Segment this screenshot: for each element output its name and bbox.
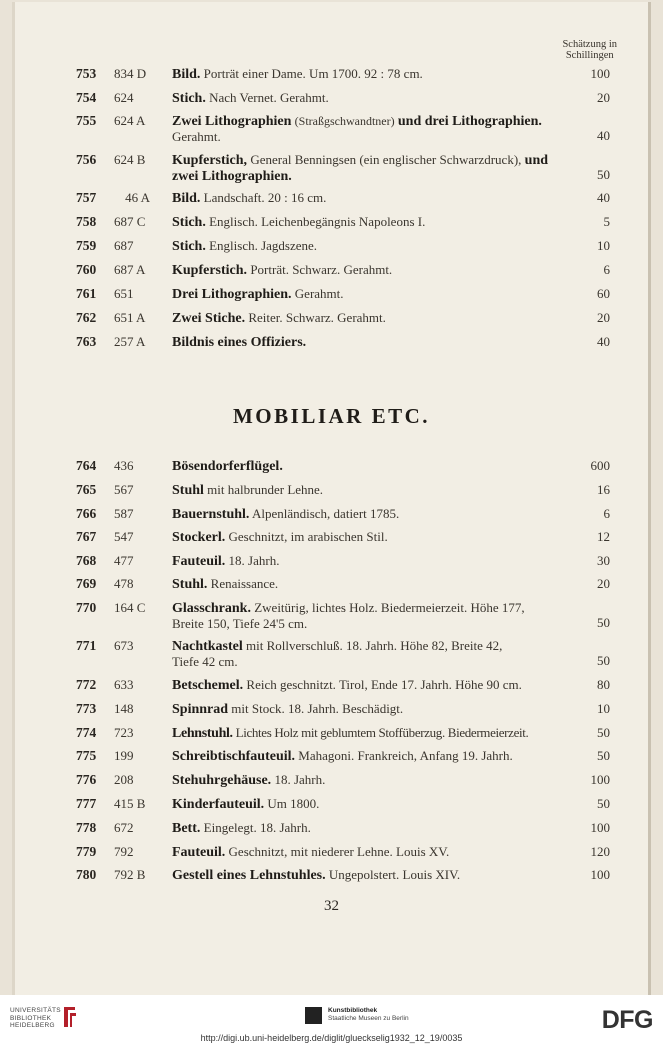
lot-description: Englisch. Leichenbegängnis Napoleons I. [209,214,426,229]
section-title: MOBILIAR ETC. [232,404,431,428]
lot-estimate: 40 [597,334,610,349]
lot-estimate: 100 [590,867,610,882]
lot-reference: 436 [114,458,134,473]
lot-reference: 673 [114,638,134,653]
lot-title: Stuhl [172,483,204,498]
lot-estimate: 40 [597,190,610,205]
lot-description: Reiter. Schwarz. Gerahmt. [248,310,386,325]
logo-text-line-2: BIBLIOTHEK [10,1014,52,1022]
lot-title: Drei Lithographien. [172,287,292,302]
lot-title: Stich. [172,239,206,254]
lot-title: Schreibtischfauteuil. [172,749,296,764]
lot-number: 770 [76,600,97,615]
lot-number: 771 [76,638,97,653]
lot-number: 766 [76,506,97,521]
lot-estimate: 50 [597,725,610,740]
lot-reference: 687 A [114,262,146,277]
lot-title: Bauernstuhl. [172,507,250,522]
lot-number: 762 [76,310,97,325]
lot-description: Renaissance. [210,576,279,591]
lot-number: 778 [76,820,97,835]
lot-reference: 651 A [114,310,146,325]
lot-description: mit Stock. 18. Jahrh. Beschädigt. [231,701,404,716]
lot-description: Lichtes Holz mit geblumtem Stoffüberzug. Biedermeierzeit. [235,725,529,740]
lot-reference: 834 D [114,66,147,81]
lot-title: Zwei Lithographien [172,114,292,129]
kunstbibliothek-subtitle: Staatliche Museen zu Berlin [328,1015,409,1022]
lot-title: Zwei Stiche. [172,311,246,326]
lot-description: Eingelegt. 18. Jahrh. [203,820,311,835]
lot-reference: 624 A [114,113,146,128]
lot-title: Stich. [172,91,206,106]
lot-number: 765 [76,482,97,497]
lot-title: Fauteuil. [172,554,226,569]
lot-reference: 478 [114,576,134,591]
lot-title: Kupferstich. [172,263,248,278]
lot-estimate: 100 [590,820,610,835]
lot-title: Bild. [172,67,201,82]
lot-title: Kupferstich, [172,153,248,168]
lot-reference: 587 [114,506,134,521]
lot-reference: 148 [114,701,134,716]
estimate-header-line-2: Schillingen [565,50,614,61]
lot-reference: 415 B [114,796,146,811]
page-number: 32 [324,898,339,914]
lot-reference: 477 [114,553,134,568]
lot-title: Bett. [172,821,201,836]
lot-number: 777 [76,796,97,811]
lot-description-continued: Tiefe 42 cm. [172,654,238,669]
kunstbibliothek-logo-icon [305,1007,322,1024]
lot-estimate: 50 [597,748,610,763]
lot-reference: 792 B [114,867,146,882]
lot-title: Glasschrank. [172,601,251,616]
lot-number: 756 [76,152,97,167]
lot-number: 767 [76,529,97,544]
lot-number: 772 [76,677,97,692]
lot-description: Alpenländisch, datiert 1785. [251,506,400,521]
lot-reference: 567 [114,482,134,497]
lot-title: Kinderfauteuil. [172,797,265,812]
lot-title: Stich. [172,215,206,230]
estimate-header-line-1: Schätzung in [562,39,617,50]
lot-estimate: 100 [590,66,610,81]
lot-title-continued: und [524,153,549,168]
lot-description: Ungepolstert. Louis XIV. [328,867,461,882]
lot-description: mit halbrunder Lehne. [207,482,324,497]
lot-title: Lehnstuhl. [172,726,233,741]
lot-estimate: 10 [597,701,610,716]
lot-estimate: 80 [597,677,610,692]
lot-title: Gestell eines Lehnstuhles. [172,868,326,883]
lot-estimate: 12 [597,529,610,544]
lot-number: 759 [76,238,97,253]
lot-description: Reich geschnitzt. Tirol, Ende 17. Jahrh. Höhe 90 cm. [246,677,522,692]
lot-number: 768 [76,553,97,568]
lot-title: Bild. [172,191,201,206]
lot-description: 18. Jahrh. [274,772,326,787]
lot-estimate: 20 [597,90,610,105]
lot-description: Gerahmt. [172,129,221,144]
lot-number: 758 [76,214,97,229]
lot-reference: 46 A [125,190,150,205]
lot-description: mit Rollverschluß. 18. Jahrh. Höhe 82, Breite 42, [246,638,503,653]
lot-estimate: 6 [603,506,610,521]
lot-number: 761 [76,286,97,301]
university-seal-icon [62,1004,78,1030]
lot-number: 754 [76,90,97,105]
lot-estimate: 5 [603,214,610,229]
lot-estimate: 50 [597,615,610,630]
catalog-page [12,2,651,995]
university-library-logo [10,1007,61,1030]
lot-number: 757 [76,190,97,205]
lot-number: 764 [76,458,97,473]
lot-reference: 624 B [114,152,146,167]
lot-description: Englisch. Jagdszene. [209,238,318,253]
lot-number: 776 [76,772,97,787]
lot-estimate: 50 [597,796,610,811]
lot-number: 760 [76,262,97,277]
logo-text-line-1: UNIVERSITÄTS [10,1007,61,1014]
lot-number: 755 [76,113,97,128]
lot-description: 18. Jahrh. [228,553,280,568]
lot-description: Nach Vernet. Gerahmt. [209,90,329,105]
lot-number: 769 [76,576,97,591]
lot-estimate: 10 [597,238,610,253]
lot-estimate: 40 [597,128,610,143]
lot-reference: 723 [114,725,134,740]
lot-number: 779 [76,844,97,859]
lot-number: 780 [76,867,97,882]
lot-reference: 687 C [114,214,146,229]
lot-title: Spinnrad [172,702,229,717]
lot-number: 763 [76,334,97,349]
lot-estimate: 30 [597,553,610,568]
lot-description: General Benningsen (ein englischer Schwarzdruck), [250,152,522,167]
lot-title: Bösendorferflügel. [172,459,283,474]
lot-reference: 672 [114,820,134,835]
lot-title: Betschemel. [172,678,244,693]
lot-description: Mahagoni. Frankreich, Anfang 19. Jahrh. [298,748,513,763]
lot-description: Porträt einer Dame. Um 1700. 92 : 78 cm. [203,66,423,81]
lot-title: Nachtkastel [172,639,243,654]
lot-reference: 633 [114,677,134,692]
lot-description: Geschnitzt, mit niederer Lehne. Louis XV. [228,844,450,859]
lot-estimate: 50 [597,167,610,182]
lot-reference: 547 [114,529,134,544]
lot-description: Landschaft. 20 : 16 cm. [203,190,327,205]
lot-title: Stockerl. [172,530,226,545]
lot-estimate: 50 [597,653,610,668]
lot-description-note: (Straßgschwandtner) [294,114,395,128]
lot-estimate: 600 [590,458,610,473]
lot-number: 773 [76,701,97,716]
lot-estimate: 120 [590,844,610,859]
lot-reference: 208 [114,772,134,787]
lot-estimate: 20 [597,310,610,325]
kunstbibliothek-logo [328,1007,409,1023]
lot-description: Um 1800. [267,796,320,811]
lot-reference: 257 A [114,334,146,349]
lot-reference: 651 [114,286,134,301]
lot-estimate: 60 [597,286,610,301]
source-url[interactable]: http://digi.ub.uni-heidelberg.de/diglit/glueckselig1932_12_19/0035 [200,1033,463,1043]
lot-reference: 199 [114,748,134,763]
lot-estimate: 100 [590,772,610,787]
lot-number: 753 [76,66,97,81]
lot-title-continued-2: zwei Lithographien. [172,169,292,184]
lot-description-continued: Breite 150, Tiefe 24'5 cm. [172,616,308,631]
estimate-column-header [562,39,617,61]
lot-description: Gerahmt. [294,286,344,301]
lot-reference: 792 [114,844,134,859]
lot-reference: 624 [114,90,134,105]
lot-estimate: 20 [597,576,610,591]
lot-description: Geschnitzt, im arabischen Stil. [228,529,388,544]
lot-number: 775 [76,748,97,763]
lot-title: Bildnis eines Offiziers. [172,335,307,350]
lot-reference: 687 [114,238,134,253]
lot-title: Stuhl. [172,577,208,592]
digitization-footer [0,995,663,1046]
lot-number: 774 [76,725,97,740]
lot-title: Stehuhrgehäuse. [172,773,272,788]
lot-estimate: 6 [603,262,610,277]
kunstbibliothek-name: Kunstbibliothek [328,1007,378,1014]
lot-description: Zweitürig, lichtes Holz. Biedermeierzeit. Höhe 177, [254,600,525,615]
lot-title: Fauteuil. [172,845,226,860]
lot-estimate: 16 [597,482,610,497]
lot-title-continued: und drei Lithographien. [397,114,542,129]
logo-text-line-3: HEIDELBERG [10,1022,55,1029]
lot-reference: 164 C [114,600,146,615]
lot-description: Porträt. Schwarz. Gerahmt. [250,262,393,277]
dfg-logo: DFG [601,1006,653,1034]
